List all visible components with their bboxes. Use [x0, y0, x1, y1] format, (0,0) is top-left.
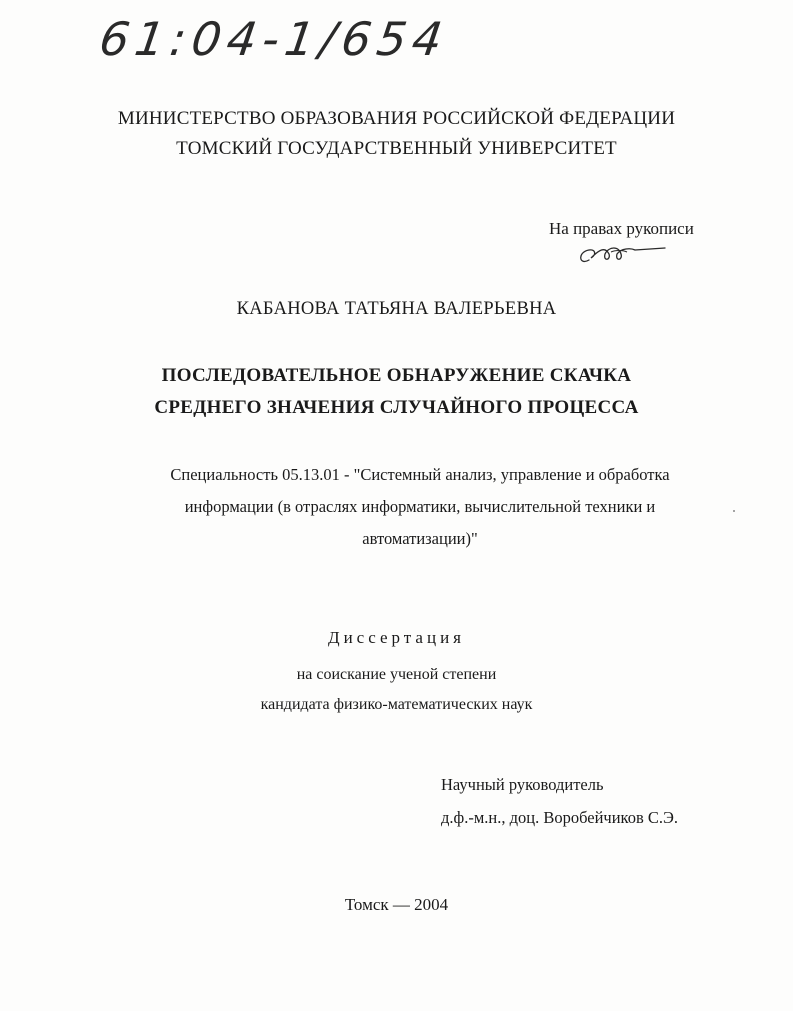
signature-image	[575, 240, 667, 270]
ministry-name: МИНИСТЕРСТВО ОБРАЗОВАНИЯ РОССИЙСКОЙ ФЕДЕРАЦИИ	[117, 108, 676, 129]
university-name: ТОМСКИЙ ГОСУДАРСТВЕННЫЙ УНИВЕРСИТЕТ	[176, 138, 617, 159]
supervisor-label: Научный руководитель	[441, 775, 604, 794]
institution-header	[0, 104, 793, 164]
degree-text	[0, 660, 793, 720]
title-line: СРЕДНЕГО ЗНАЧЕНИЯ СЛУЧАЙНОГО ПРОЦЕССА	[154, 397, 639, 418]
specialty-line: Специальность 05.13.01 - "Системный анализ, управление и обработка	[170, 465, 670, 484]
degree-line: на соискание ученой степени	[296, 666, 497, 683]
handwritten-catalog-number: 61:04-1/654	[96, 12, 452, 66]
specialty-line: информации (в отраслях информатики, вычислительной техники и	[184, 497, 656, 516]
dissertation-label: Диссертация	[327, 628, 465, 647]
specialty-line: автоматизации)"	[362, 529, 478, 548]
author-name: КАБАНОВА ТАТЬЯНА ВАЛЕРЬЕВНА	[236, 299, 557, 319]
supervisor-block	[441, 768, 678, 834]
supervisor-name: д.ф.-м.н., доц. Воробейчиков С.Э.	[441, 808, 679, 827]
title-line: ПОСЛЕДОВАТЕЛЬНОЕ ОБНАРУЖЕНИЕ СКАЧКА	[161, 365, 632, 386]
degree-line: кандидата физико-математических наук	[260, 696, 533, 713]
paper-speck	[733, 510, 735, 512]
dissertation-title	[0, 360, 793, 424]
specialty-text	[140, 459, 700, 555]
rights-note: На правах рукописи	[549, 219, 694, 238]
city-year: Томск — 2004	[344, 895, 449, 914]
